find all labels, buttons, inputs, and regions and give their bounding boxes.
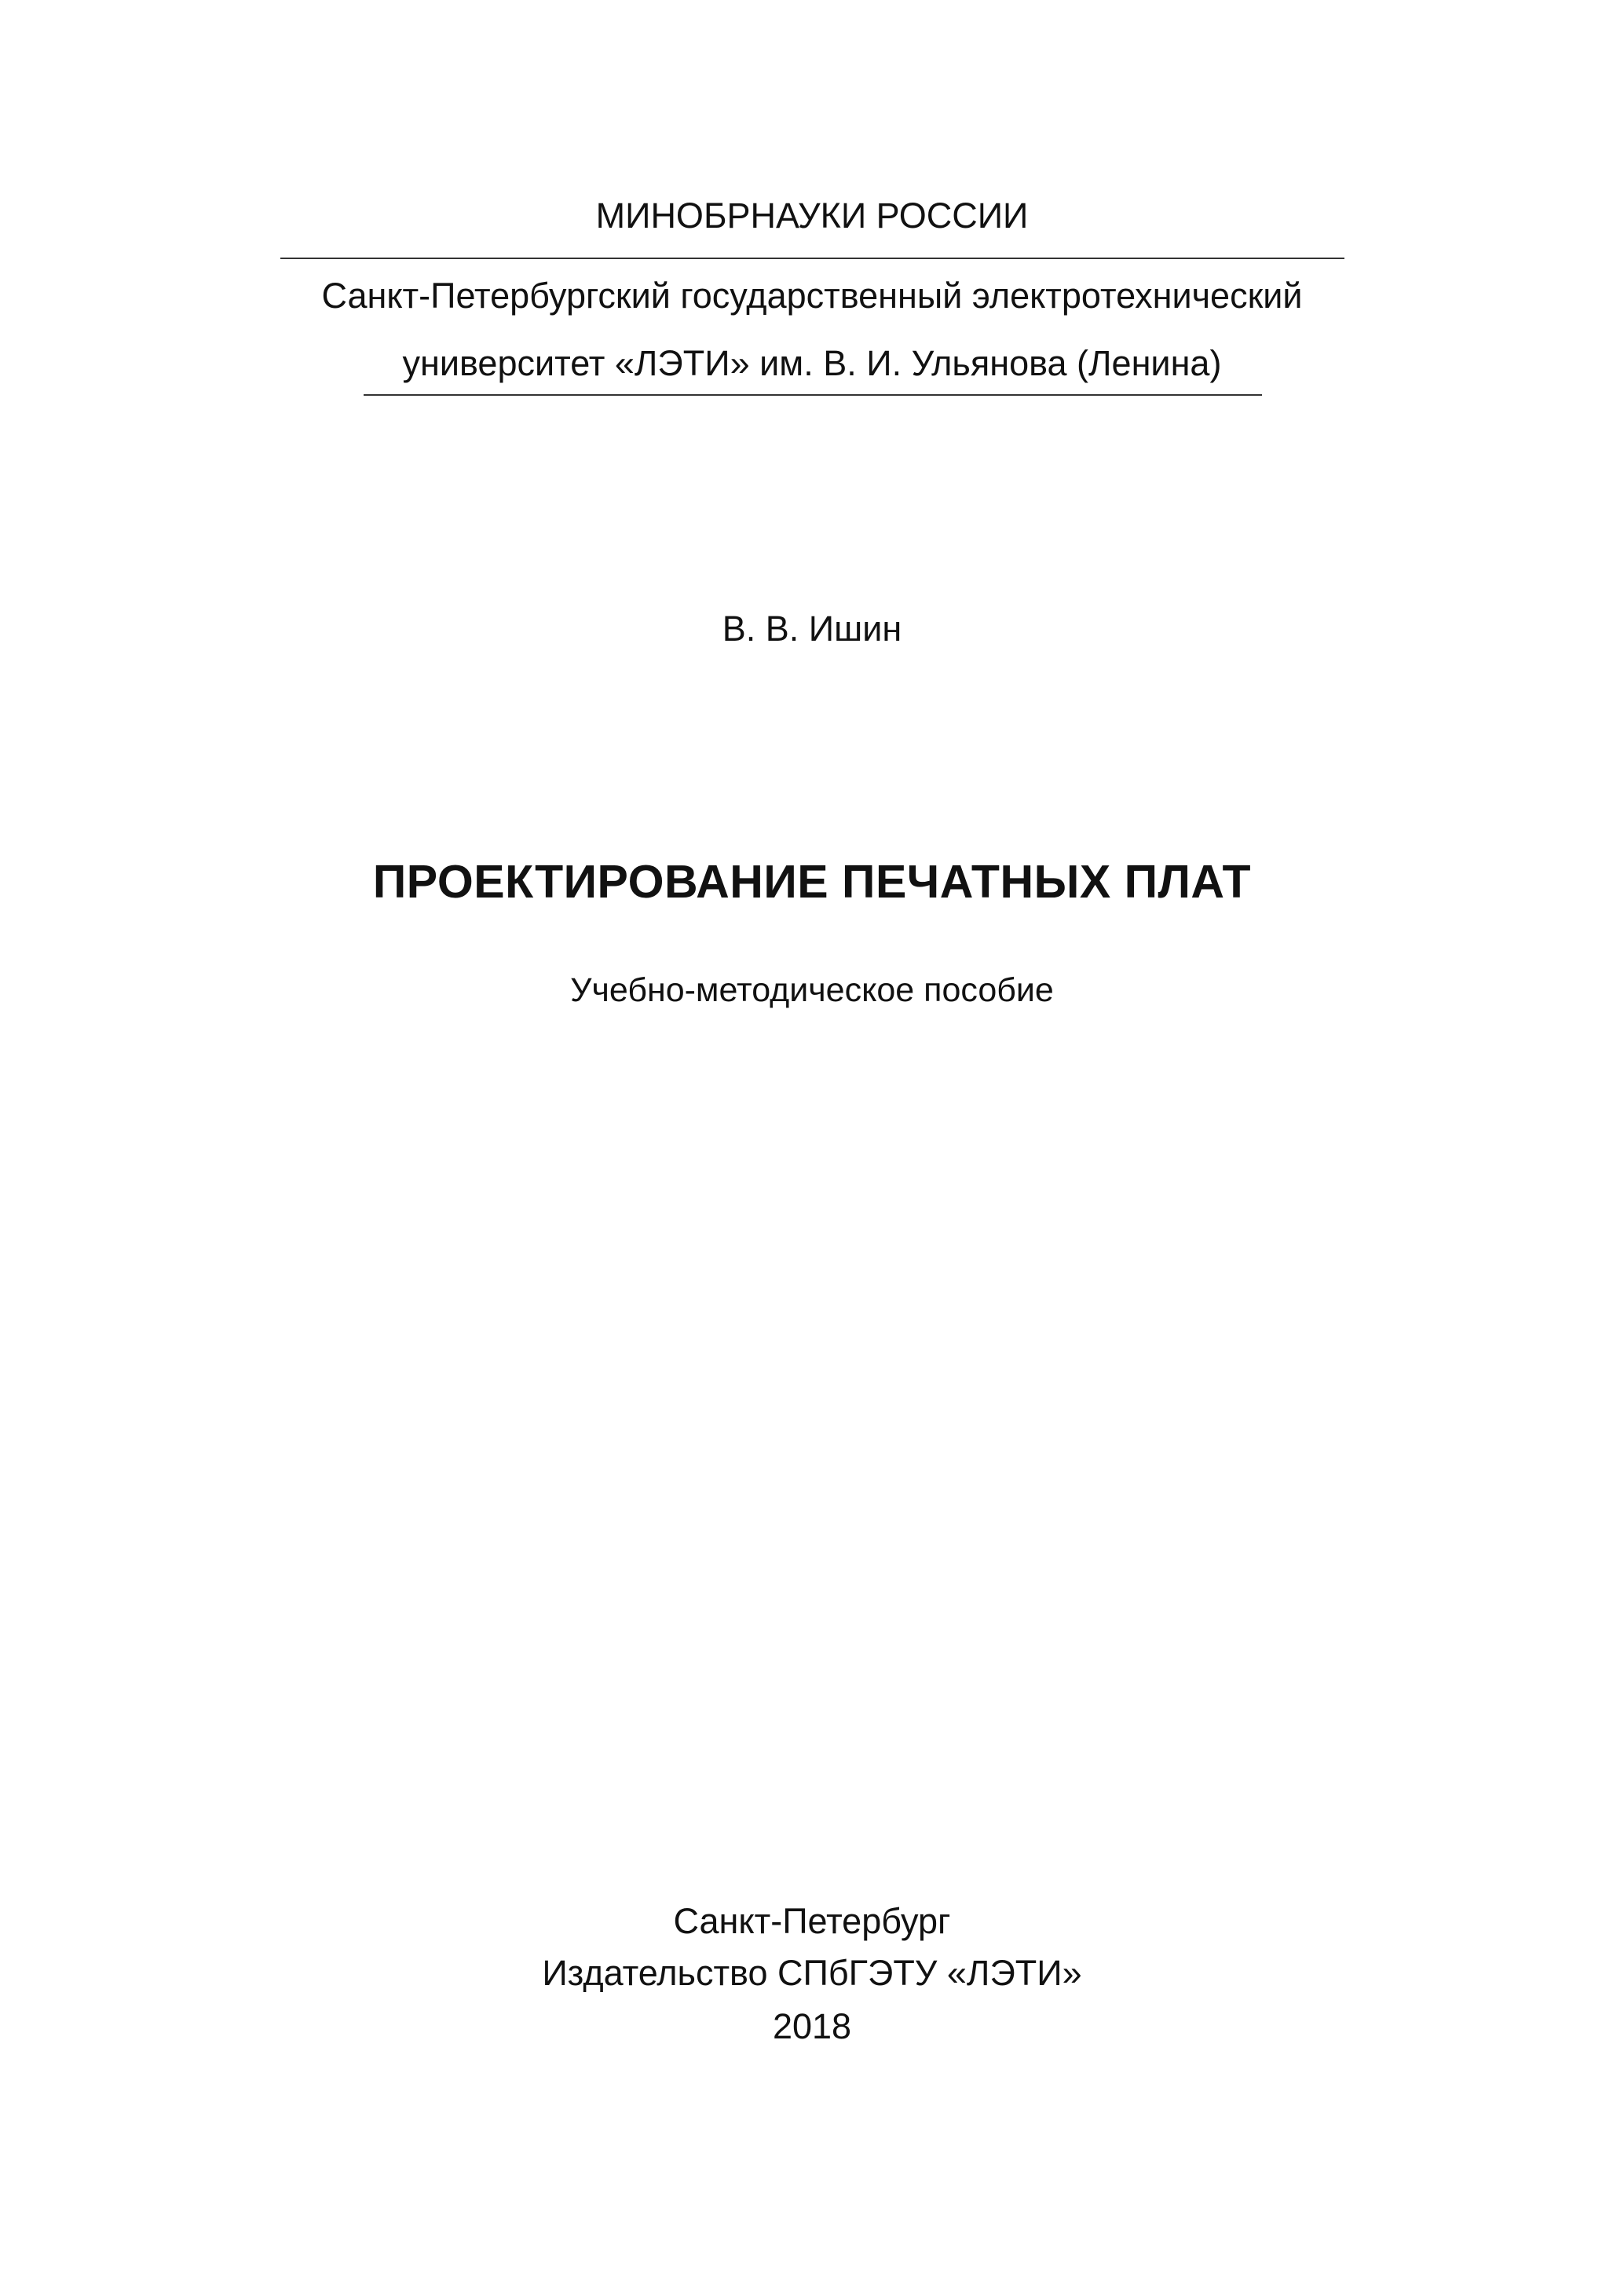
imprint-year: 2018 bbox=[772, 2006, 852, 2046]
university-name-line-2: университет «ЛЭТИ» им. В. И. Ульянова (Ленина) bbox=[402, 343, 1222, 383]
imprint-publisher: Издательство СПбГЭТУ «ЛЭТИ» bbox=[542, 1953, 1082, 1993]
header-rule-bottom bbox=[364, 394, 1262, 396]
document-subtitle: Учебно-методическое пособие bbox=[570, 971, 1054, 1009]
ministry-name: МИНОБРНАУКИ РОССИИ bbox=[595, 196, 1029, 236]
university-name-line-1: Санкт-Петербургский государственный электротехнический bbox=[321, 276, 1303, 316]
header-rule-top bbox=[280, 258, 1344, 259]
author-name: В. В. Ишин bbox=[722, 609, 902, 649]
document-title: ПРОЕКТИРОВАНИЕ ПЕЧАТНЫХ ПЛАТ bbox=[372, 856, 1252, 908]
imprint-city: Санкт-Петербург bbox=[673, 1901, 951, 1941]
